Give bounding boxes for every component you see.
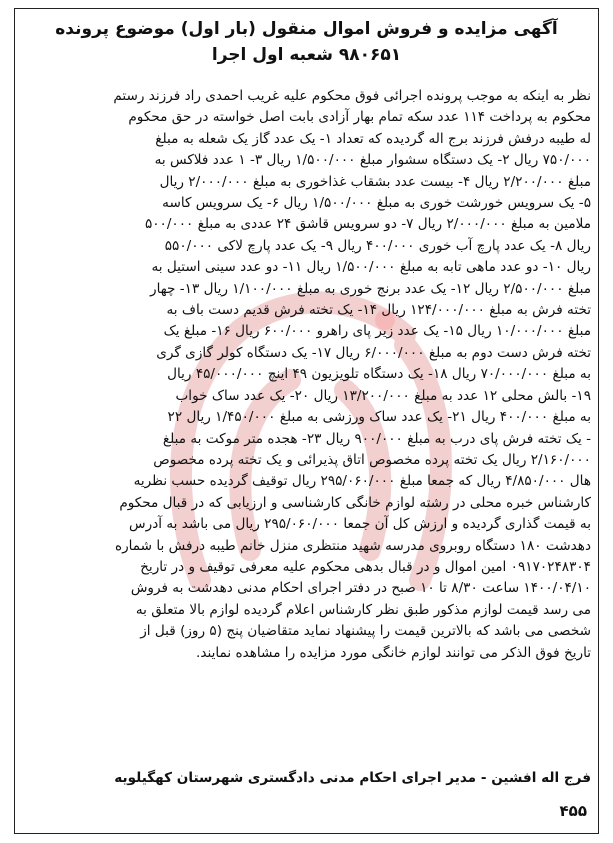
body-line: نظر به اینکه به موجب پرونده اجرائی فوق محکوم علیه غریب احمدی راد فرزند رستم [113,88,591,104]
body-line: - یک تخته فرش پای درب به مبلغ ۹۰۰/۰۰۰ ریال ۲۳- هجده متر موکت به مبلغ [162,430,591,447]
body-line: می رسد قیمت لوازم مذکور طبق نظر کارشناس اعلام گردیده لوازم بالا متعلق به [135,601,591,618]
body-line: مبلغ ۲/۵۰۰/۰۰۰ ریال ۱۲- یک عدد برنج خوری به مبلغ ۱/۱۰۰/۰۰۰ ریال ۱۳- چهار [150,280,591,297]
body-line: هال ۴/۸۵۰/۰۰۰ ریال که جمعا مبلغ ۲۹۵/۰۶۰/۰۰۰ ریال توقیف گردیده حسب نظریه [133,473,591,490]
body-line: ۵- یک سرویس خورشت خوری به مبلغ ۱/۵۰۰/۰۰۰ ریال ۶- یک سرویس کاسه [162,195,591,212]
signature-line: فرج اله افشین - مدیر اجرای احکام مدنی دادگستری شهرستان کهگیلویه [114,770,591,786]
body-line: شخصی می باشد که بالاترین قیمت را پیشنهاد نماید متقاضیان پنج (۵ روز) قبل از [140,623,591,640]
body-line: به مبلغ ۴۰۰/۰۰۰ ریال ۲۱- یک عدد ساک ورزشی به مبلغ ۱/۴۵۰/۰۰۰ ریال ۲۲ [167,409,591,426]
body-line: ۷۵۰/۰۰۰ ریال ۲- یک دستگاه سشوار مبلغ ۱/۵۰۰/۰۰۰ ریال ۳- ۱ عدد فلاکس به [154,152,591,169]
body-line: ملامین به مبلغ ۲/۰۰۰/۰۰۰ ریال ۷- دو سرویس قاشق ۲۴ عددی به مبلغ ۵۰۰/۰۰۰ [144,216,591,233]
body-line: تاریخ فوق الذکر می توانند لوازم خانگی مورد مزایده را مشاهده نمایند. [196,644,591,661]
body-line: کارشناس خبره محلی در رشته لوازم خانگی کارشناسی و ارزیابی که در قبال محکوم [119,494,591,511]
notice-number: ۴۵۵ [559,802,587,820]
body-line: مبلغ ۱۰/۰۰۰/۰۰۰ ریال ۱۵- یک عدد زیر پای راهرو ۶۰۰/۰۰۰ ریال ۱۶- مبلغ یک [163,323,591,340]
body-line: محکوم به پرداخت ۱۱۴ عدد سکه تمام بهار آزادی بابت اصل خواسته در حق محکوم [128,109,591,126]
body-line: له طیبه درفش فرزند برج اله گردیده که تعداد ۱- یک عدد گاز یک شعله به مبلغ [155,130,591,147]
body-line: تخته فرش به مبلغ ۱۲۴/۰۰۰/۰۰۰ ریال ۱۴- یک تخته فرش قدیم دست باف به [166,302,591,319]
body-line: دهدشت ۱۸۰ دستگاه روبروی مدرسه شهید منتظری منزل خانم طیبه درفش با شماره [114,537,591,554]
body-line: ۱۹- بالش محلی ۱۲ عدد به مبلغ ۱۳/۲۰۰/۰۰۰ ریال ۲۰- یک عدد ساک خواب [175,387,591,404]
body-line: ریال ۱۰- دو عدد ماهی تابه به مبلغ ۱/۵۰۰/۰۰۰ ریال ۱۱- دو عدد سینی استیل به [151,259,591,276]
body-line: به قیمت گذاری گردیده و ارزش کل آن جمعا ۲۹۵/۰۶۰/۰۰۰ ریال می باشد به آدرس [129,516,591,533]
body-line: ۲/۱۶۰/۰۰۰ ریال یک تخته پرده مخصوص اتاق پذیرائی و یک تخته پرده مخصوص [153,451,591,468]
body-line: ۱۴۰۰/۰۴/۱۰ ساعت ۸/۳۰ تا ۱۰ صبح در دفتر اجرای احکام مدنی دهدشت به فروش [130,580,591,597]
body-line: تخته فرش دست دوم به مبلغ ۶/۰۰۰/۰۰۰ ریال ۱۷- یک دستگاه کولر گازی گری [156,344,591,361]
body-line: ریال ۸- یک عدد پارچ آب خوری ۴۰۰/۰۰۰ ریال ۹- یک عدد پارچ لاکی ۵۵۰/۰۰۰ [164,237,591,254]
body-line: ۰۹۱۷۰۲۴۸۳۰۴ امین اموال و در قبال بدهی محکوم علیه معرفی توقیف و در تاریخ [140,558,591,575]
notice-body [22,86,591,664]
body-line: مبلغ ۲/۲۰۰/۰۰۰ ریال ۴- بیست عدد بشقاب غذاخوری به مبلغ ۲/۰۰۰/۰۰۰ ریال [159,173,591,190]
body-line: به مبلغ ۷۰/۰۰۰/۰۰۰ ریال ۱۸- یک دستگاه تلویزیون ۴۹ اینچ ۴۵/۰۰۰/۰۰۰ ریال [167,366,591,383]
notice-title [20,16,593,68]
title-line-1: آگهی مزایده و فروش اموال منقول (بار اول) موضوع پرونده [55,19,558,39]
title-line-2: ۹۸۰۶۵۱ شعبه اول اجرا [211,45,402,65]
